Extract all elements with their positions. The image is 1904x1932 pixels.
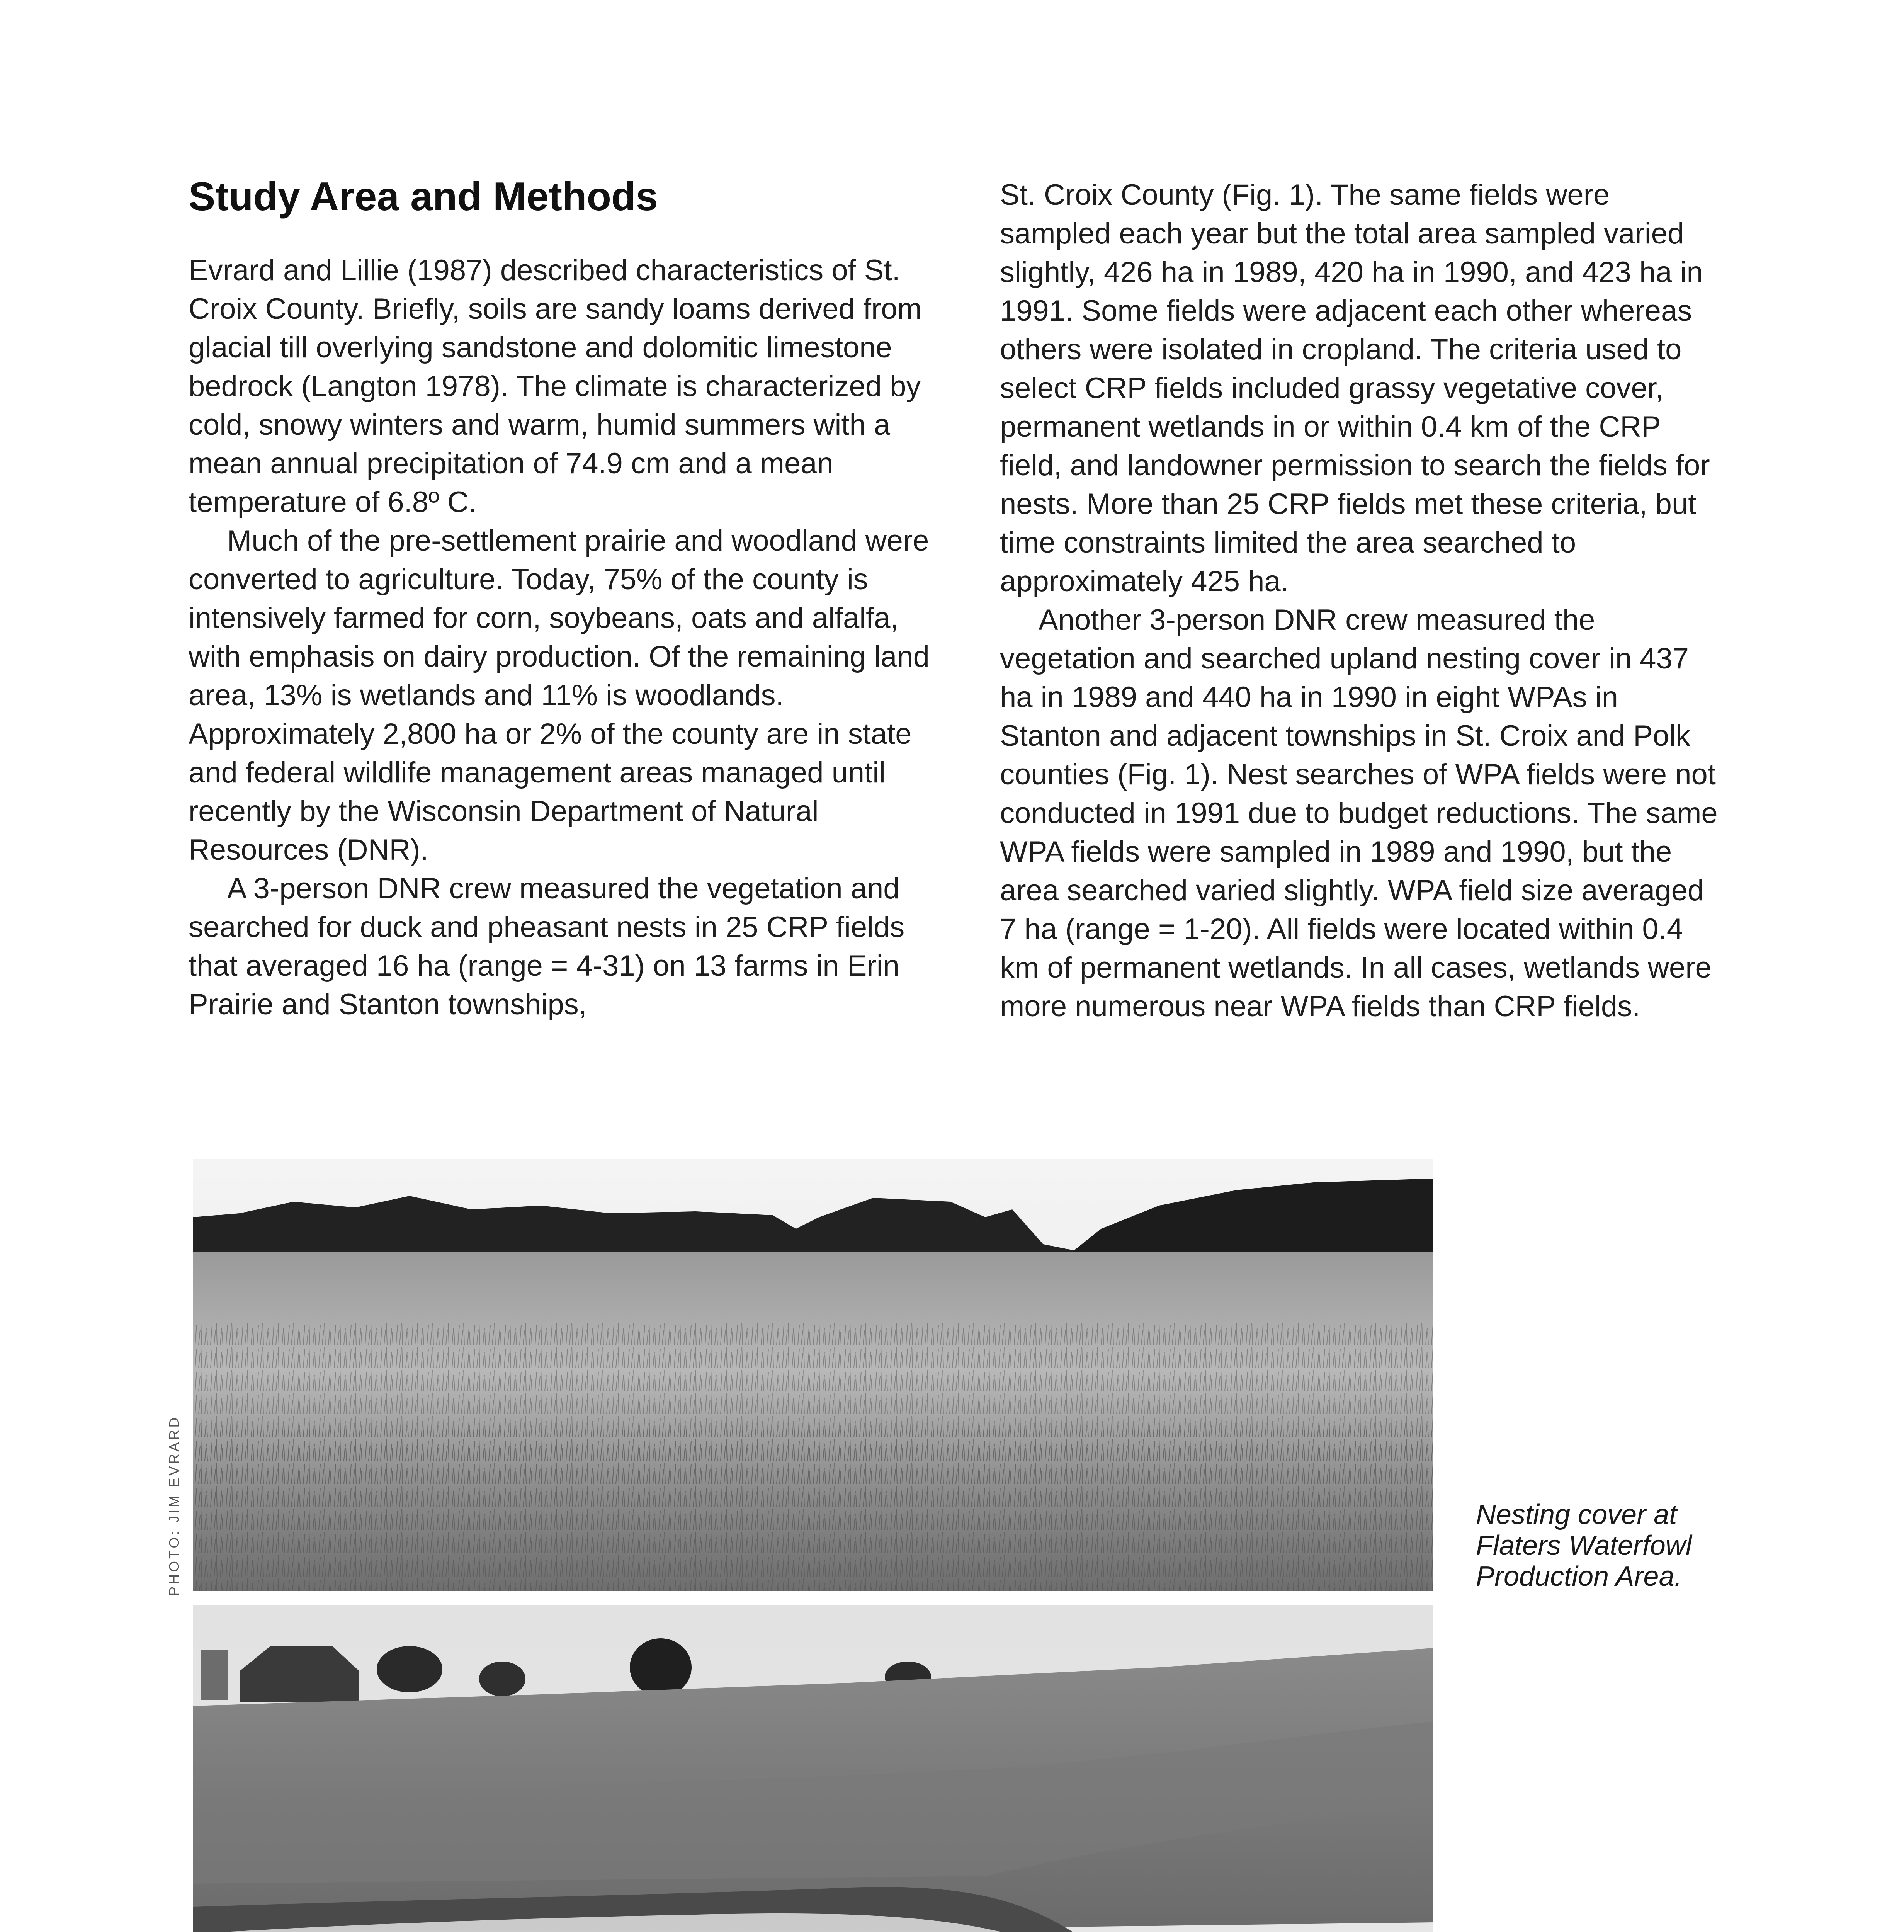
grassland-image [193,1159,1433,1591]
nesting-cover-photo [193,1159,1433,1591]
section-heading: Study Area and Methods [189,174,658,219]
paragraph: A 3-person DNR crew measured the vegetation and searched for duck and pheasant nests in 25 CRP fields that averaged 16 ha (range = 4-31) on 13 farms in Erin Prairie and Stanton townships, [189,872,905,1021]
duck-pond-photo [193,1605,1433,1932]
paragraph: Another 3-person DNR crew measured the vegetation and searched upland nesting cover in 437 ha in 1989 and 440 ha in 1990 in eight WPAs in Stanton and adjacent townships in St. Croix and Polk counties (Fig. 1). Nest searches of WPA fields were not conducted in 1991 due to budget reductions. The same WPA fields were sampled in 1989 and 1990, but the area searched varied slightly. WPA field size averaged 7 ha (range = 1-20). All fields were located within 0.4 km of permanent wetlands. In all cases, wetlands were more numerous near WPA fields than CRP fields. [1000,604,1718,1023]
right-column [1000,176,1726,1026]
pond-image [193,1605,1433,1932]
left-column [189,251,930,1024]
photo-caption: Nesting cover at Flaters Waterfowl Production Area. [1476,1499,1692,1592]
photo-credit: PHOTO: JIM EVRARD [166,1415,182,1596]
paragraph: Much of the pre-settlement prairie and woodland were converted to agriculture. Today, 75% of the county is intensively farmed for corn, soybeans, oats and alfalfa, with emphasis on dairy production. Of the remaining land area, 13% is wetlands and 11% is woodlands. Approximately 2,800 ha or 2% of the county are in state and federal wildlife management areas managed until recently by the Wisconsin Department of Natural Resources (DNR). [189,524,930,866]
paragraph: St. Croix County (Fig. 1). The same fields were sampled each year but the total area sampled varied slightly, 426 ha in 1989, 420 ha in 1990, and 423 ha in 1991. Some fields were adjacent each other whereas others were isolated in cropland. The criteria used to select CRP fields included grassy vegetative cover, permanent wetlands in or within 0.4 km of the CRP field, and landowner permission to search the fields for nests. More than 25 CRP fields met these criteria, but time constraints limited the area searched to approximately 425 ha. [1000,179,1710,598]
paragraph: Evrard and Lillie (1987) described characteristics of St. Croix County. Briefly, soils are sandy loams derived from glacial till overlying sandstone and dolomitic limestone bedrock (Langton 1978). The climate is characterized by cold, snowy winters and warm, humid summers with a mean annual precipitation of 74.9 cm and a mean temperature of 6.8º C. [189,254,922,519]
